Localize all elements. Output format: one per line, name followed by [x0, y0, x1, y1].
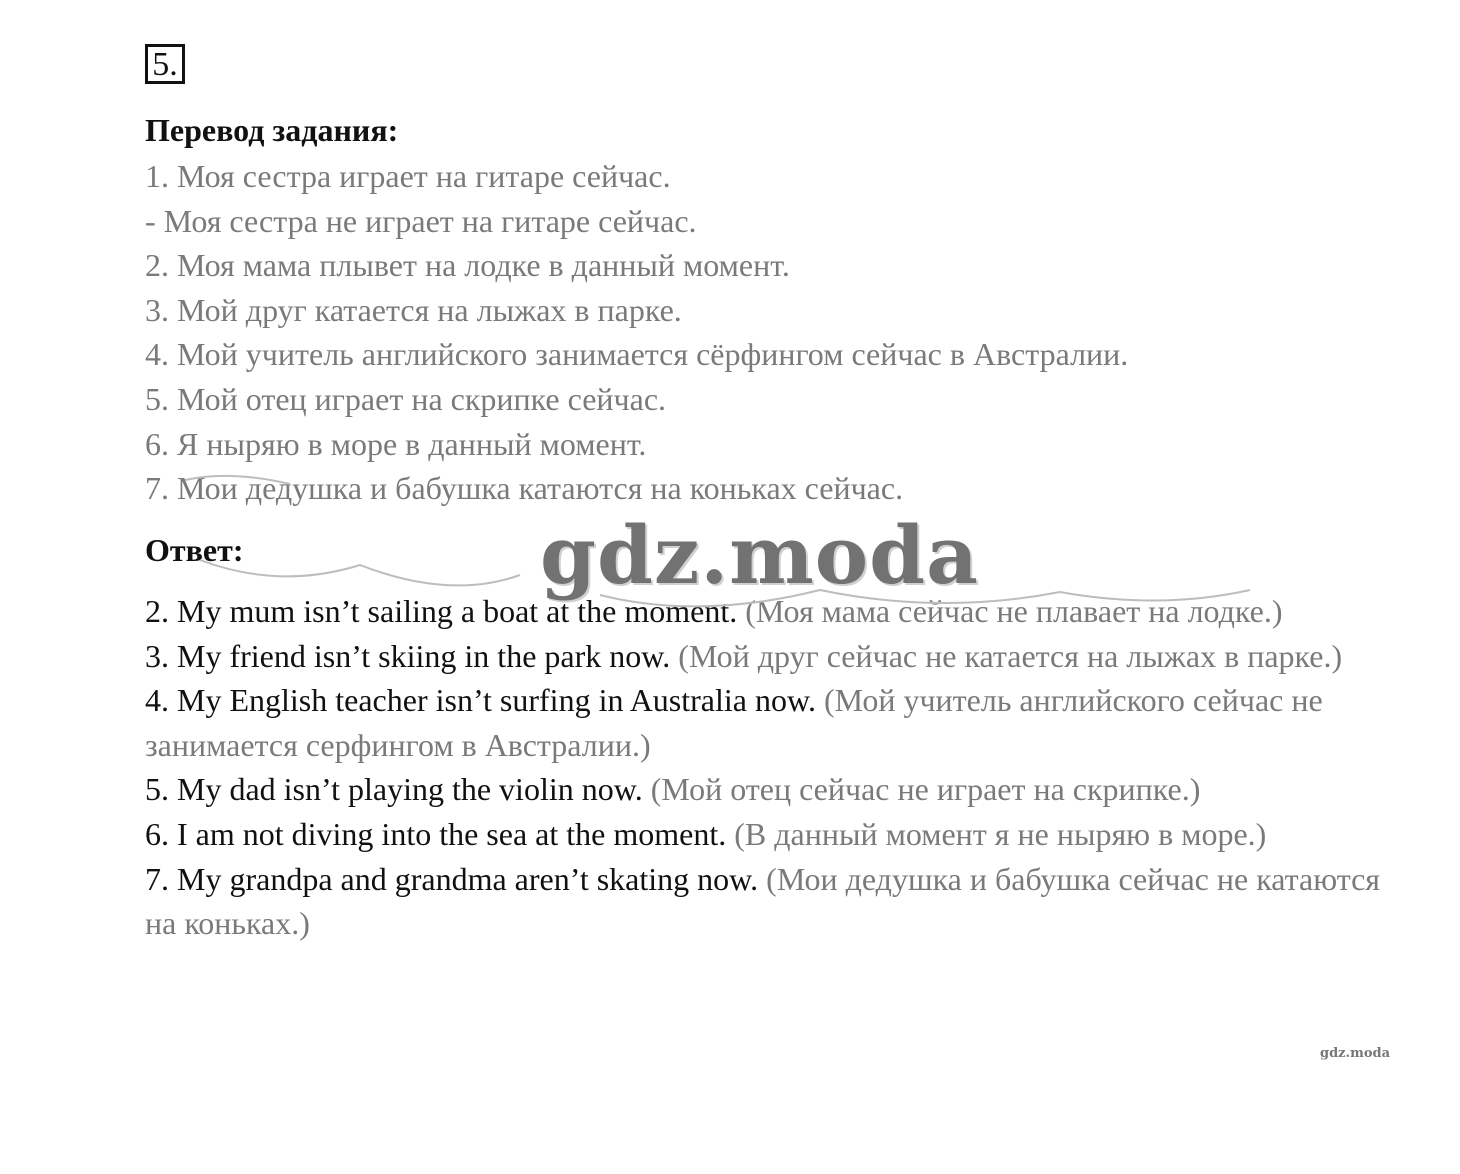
translation-line: 6. Я ныряю в море в данный момент.: [145, 425, 647, 462]
translation-line: - Моя сестра не играет на гитаре сейчас.: [145, 202, 697, 239]
translation-heading: Перевод задания:: [145, 112, 399, 148]
answer-russian: (Моя мама сейчас не плавает на лодке.): [745, 593, 1283, 629]
answer-item: [145, 634, 1395, 679]
translation-line: 5. Мой отец играет на скрипке сейчас.: [145, 380, 667, 417]
answer-item: [145, 589, 1395, 634]
answer-list: [145, 589, 1395, 946]
translation-line: 7. Мои дедушка и бабушка катаются на коньках сейчас.: [145, 470, 904, 507]
translation-line: 1. Моя сестра играет на гитаре сейчас.: [145, 158, 671, 194]
answer-russian: (Мои дедушка и бабушка сейчас не катаются на коньках.): [145, 860, 1380, 942]
answer-english: 4. My English teacher isn’t surfing in Australia now.: [145, 682, 817, 719]
translation-line: 4. Мой учитель английского занимается сёрфингом сейчас в Австралии.: [145, 336, 1129, 373]
answer-russian: (Мой учитель английского сейчас не занимается серфингом в Австралии.): [145, 682, 1323, 763]
answer-item: [145, 767, 1395, 812]
answer-russian: (Мой друг сейчас не катается на лыжах в парке.): [678, 637, 1343, 674]
answer-item: [145, 678, 1395, 767]
translation-line: 3. Мой друг катается на лыжах в парке.: [145, 291, 682, 328]
answer-english: 5. My dad isn’t playing the violin now.: [145, 771, 643, 808]
answer-english: 3. My friend isn’t skiing in the park now.: [145, 637, 671, 674]
translation-line: 2. Моя мама плывет на лодке в данный момент.: [145, 247, 790, 284]
watermark-logo: gdz.moda: [540, 508, 979, 602]
answer-item: [145, 857, 1395, 946]
answer-russian: (Мой отец сейчас не играет на скрипке.): [650, 771, 1201, 808]
answer-english: 2. My mum isn’t sailing a boat at the moment.: [145, 593, 738, 629]
answer-english: 7. My grandpa and grandma aren’t skating now.: [145, 860, 759, 897]
task-number-box: 5.: [145, 44, 185, 84]
answer-heading: Ответ:: [145, 532, 244, 568]
answer-item: [145, 812, 1395, 857]
translation-list: [145, 154, 1405, 511]
answer-english: 6. I am not diving into the sea at the moment.: [145, 815, 727, 852]
answer-russian: (В данный момент я не ныряю в море.): [734, 815, 1267, 852]
watermark-small-logo: gdz.moda: [1320, 1046, 1391, 1061]
